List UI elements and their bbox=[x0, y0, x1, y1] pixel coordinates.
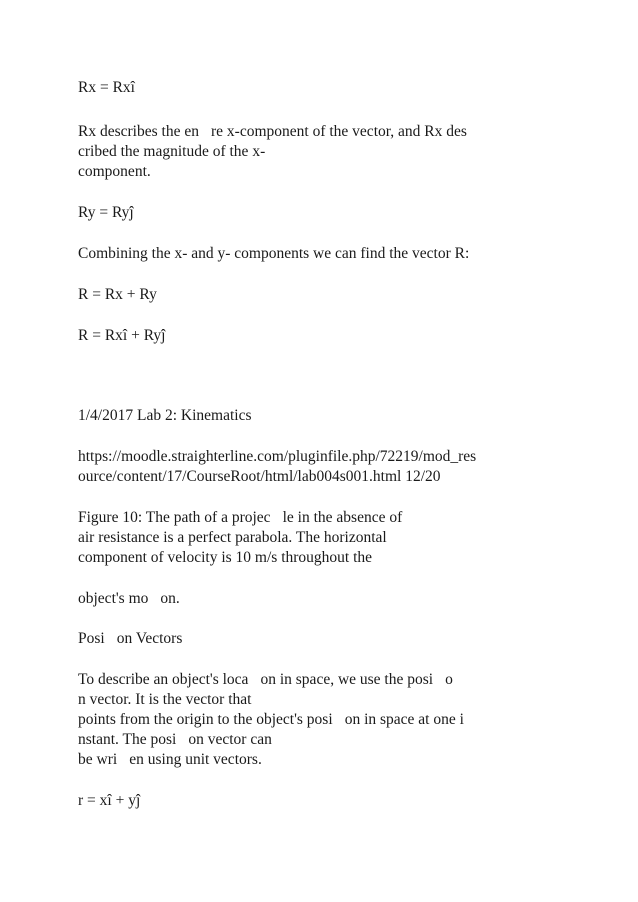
equation-position: r = xî + yĵ bbox=[78, 792, 141, 809]
paragraph-line: nstant. The posi on vector can bbox=[78, 731, 272, 748]
figure-caption-line: air resistance is a perfect parabola. The horizontal bbox=[78, 529, 387, 546]
paragraph-line: n vector. It is the vector that bbox=[78, 691, 252, 708]
paragraph-line: component. bbox=[78, 163, 151, 180]
page-header-date-title: 1/4/2017 Lab 2: Kinematics bbox=[78, 407, 252, 424]
paragraph-line: Combining the x- and y- components we can find the vector R: bbox=[78, 245, 470, 262]
equation-rx: Rx = Rxî bbox=[78, 79, 135, 96]
paragraph-line: points from the origin to the object's posi on in space at one i bbox=[78, 711, 464, 728]
equation-ry: Ry = Ryĵ bbox=[78, 204, 134, 221]
figure-caption-line: component of velocity is 10 m/s throughout the bbox=[78, 549, 373, 566]
paragraph-line: be wri en using unit vectors. bbox=[78, 751, 262, 768]
figure-caption-line: object's mo on. bbox=[78, 590, 180, 607]
figure-caption-line: Figure 10: The path of a projec le in the absence of bbox=[78, 509, 403, 526]
paragraph-line: cribed the magnitude of the x- bbox=[78, 143, 266, 160]
source-url-line: https://moodle.straighterline.com/pluginfile.php/72219/mod_res bbox=[78, 448, 477, 465]
section-heading: Posi on Vectors bbox=[78, 630, 183, 647]
paragraph-line: To describe an object's loca on in space, we use the posi o bbox=[78, 671, 453, 688]
equation-r-unit: R = Rxî + Ryĵ bbox=[78, 327, 166, 344]
equation-r-sum: R = Rx + Ry bbox=[78, 286, 157, 303]
source-url-line: ource/content/17/CourseRoot/html/lab004s001.html 12/20 bbox=[78, 468, 441, 485]
paragraph-line: Rx describes the en re x-component of the vector, and Rx des bbox=[78, 123, 467, 140]
